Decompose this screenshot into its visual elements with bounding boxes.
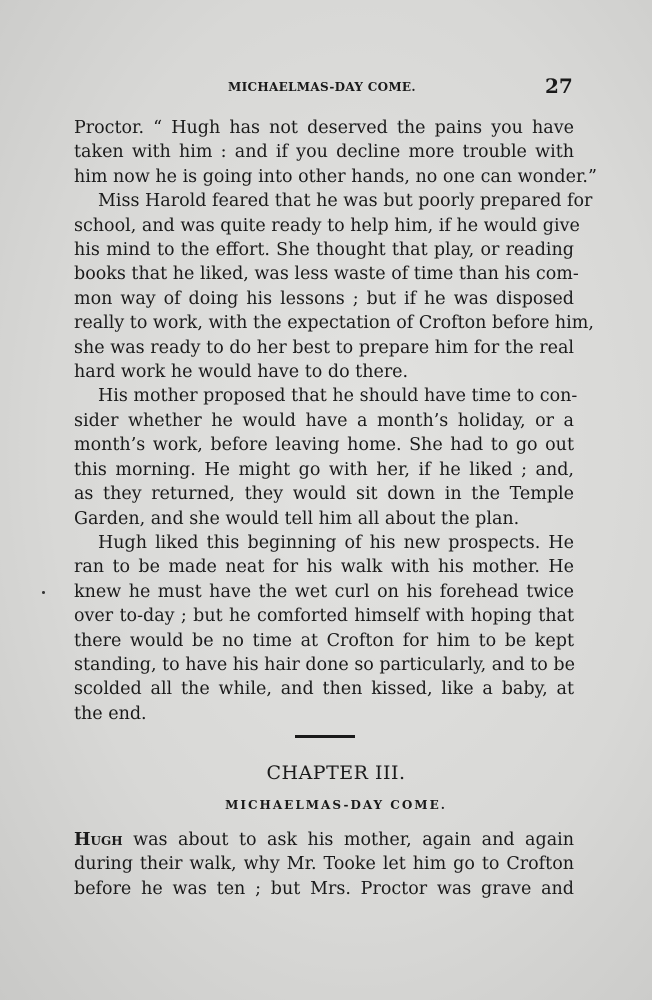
chapter-first-line — [74, 828, 574, 852]
text-line: Proctor. “ Hugh has not deserved the pains you have — [74, 118, 574, 138]
text-line: school, and was quite ready to help him, if he would give — [74, 215, 580, 236]
text-line: mon way of doing his lessons ; but if he was disposed — [74, 288, 574, 309]
text-line: Garden, and she would tell him all about the plan. — [74, 508, 520, 529]
body-text — [74, 116, 597, 726]
text-line: taken with him : and if you decline more trouble with — [74, 142, 574, 163]
text-line: sider whether he would have a month’s holiday, or a — [74, 410, 574, 431]
text-line: knew he must have the wet curl on his forehead twice — [74, 581, 574, 602]
text-line: she was ready to do her best to prepare him for the real — [74, 337, 574, 358]
page-number: 27 — [545, 74, 573, 98]
text-line: as they returned, they would sit down in the Temple — [74, 484, 574, 505]
chapter-first-word: Hugh — [74, 830, 123, 850]
text-line: there would be no time at Crofton for him to be kept — [74, 630, 574, 651]
text-line: this morning. He might go with her, if he liked ; and, — [74, 459, 574, 480]
text-line: hard work he would have to do there. — [74, 362, 409, 383]
text-line: over to-day ; but he comforted himself with hoping that — [74, 606, 574, 627]
chapter-first-line-rest: was about to ask his mother, again and again — [122, 830, 574, 850]
text-line: during their walk, why Mr. Tooke let him go to Crofton — [74, 854, 574, 875]
chapter-title: CHAPTER III. — [266, 762, 406, 784]
text-line: his mind to the effort. She thought that play, or reading — [74, 240, 574, 261]
text-line: Hugh liked this beginning of his new prospects. He — [98, 532, 574, 553]
text-line: His mother proposed that he should have time to con- — [98, 386, 578, 407]
text-line: Miss Harold feared that he was but poorly prepared for — [98, 191, 593, 212]
text-line: standing, to have his hair done so particularly, and to be — [74, 654, 575, 675]
text-line: the end. — [74, 703, 147, 724]
text-line: before he was ten ; but Mrs. Proctor was grave and — [74, 878, 574, 899]
text-line: ran to be made neat for his walk with his mother. He — [74, 557, 574, 578]
running-head: MICHAELMAS-DAY COME. — [228, 80, 416, 94]
paper-speck — [42, 591, 45, 594]
section-divider — [295, 735, 355, 738]
text-line: him now he is going into other hands, no one can wonder.” — [74, 166, 597, 187]
text-line: really to work, with the expectation of Crofton before him, — [74, 313, 594, 334]
text-line: month’s work, before leaving home. She had to go out — [74, 435, 574, 456]
chapter-subtitle: MICHAELMAS-DAY COME. — [225, 798, 447, 812]
text-line: books that he liked, was less waste of time than his com- — [74, 264, 579, 285]
chapter-text — [74, 828, 574, 901]
text-line: scolded all the while, and then kissed, like a baby, at — [74, 679, 574, 700]
